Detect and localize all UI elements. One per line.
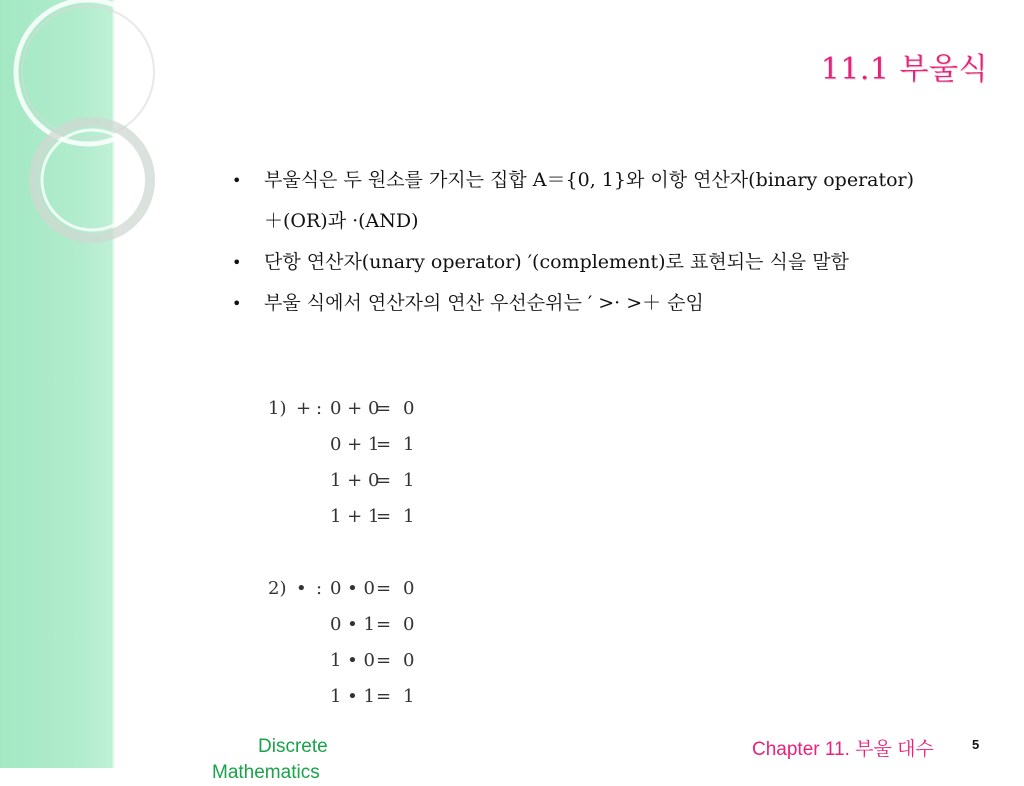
bullet-text: 부울 식에서 연산자의 연산 우선순위는 ′ >· >＋ 순임	[264, 292, 704, 314]
equals-sign: =	[376, 506, 392, 527]
equals-sign: =	[376, 614, 392, 635]
math-row	[268, 614, 448, 638]
math-expression: 0 + 1	[330, 434, 380, 455]
math-result: 0	[403, 398, 415, 419]
bullet-dot: •	[232, 294, 242, 313]
math-expression: 1 • 1	[330, 686, 375, 707]
math-result: 0	[403, 650, 415, 671]
math-row	[268, 650, 448, 674]
math-result: 1	[403, 506, 415, 527]
equals-sign: =	[376, 470, 392, 491]
bullet-text: 단항 연산자(unary operator) ′(complement)로 표현되는 식을 말함	[264, 251, 849, 273]
bullet-dot: •	[232, 253, 242, 272]
math-expression: 0 • 0	[330, 578, 375, 599]
bullet-item	[228, 283, 938, 324]
math-row	[268, 686, 448, 710]
math-result: 1	[403, 470, 415, 491]
math-row	[268, 434, 448, 458]
equals-sign: =	[376, 434, 392, 455]
footer-chapter: Chapter 11. 부울 대수	[752, 739, 934, 760]
bullet-dot: •	[232, 171, 242, 190]
footer-course-name: Discrete	[258, 736, 328, 757]
math-result: 1	[403, 686, 415, 707]
colon: :	[316, 398, 323, 419]
bullet-item	[228, 242, 938, 283]
math-expression: 0 + 0	[330, 398, 380, 419]
math-row	[268, 398, 448, 422]
math-result: 1	[403, 434, 415, 455]
math-expression: 1 + 0	[330, 470, 380, 491]
bullet-item	[228, 160, 938, 242]
footer-course-name-line2: Mathematics	[212, 762, 320, 783]
math-expression: 1 • 0	[330, 650, 375, 671]
equals-sign: =	[376, 578, 392, 599]
page-number: 5	[972, 737, 980, 752]
block-label: 2)	[268, 578, 287, 599]
math-result: 0	[403, 578, 415, 599]
math-expression: 1 + 1	[330, 506, 380, 527]
math-row	[268, 578, 448, 602]
decorative-rings	[0, 0, 140, 260]
math-row	[268, 506, 448, 530]
math-row	[268, 470, 448, 494]
math-expression: 0 • 1	[330, 614, 375, 635]
slide-title: 11.1 부울식	[820, 52, 988, 87]
bullet-text: 부울식은 두 원소를 가지는 집합 A＝{0, 1}와 이항 연산자(binary operator) ＋(OR)과 ·(AND)	[264, 169, 915, 232]
bullet-list	[228, 160, 938, 324]
colon: :	[316, 578, 323, 599]
equals-sign: =	[376, 398, 392, 419]
math-result: 0	[403, 614, 415, 635]
equals-sign: =	[376, 686, 392, 707]
equals-sign: =	[376, 650, 392, 671]
operator-symbol: •	[296, 578, 307, 599]
block-label: 1)	[268, 398, 287, 419]
operator-symbol: +	[296, 398, 312, 419]
